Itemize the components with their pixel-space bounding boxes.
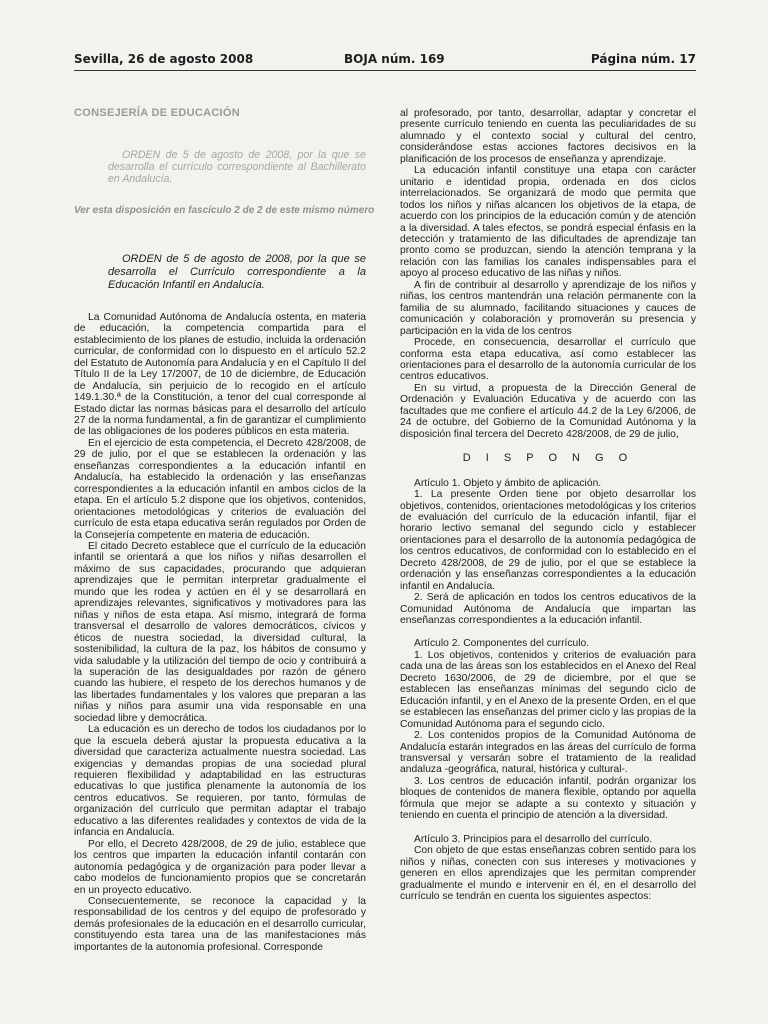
paragraph: La educación es un derecho de todos los ciudadanos por lo que la escuela deberá ajustar la propuesta educativa a la diversidad que caracteriza actualmente nuestra sociedad. Las exigencias y demandas propias de una sociedad plural requieren flexibilidad y adaptabilidad en las estructuras educativas lo que justifica plenamente la autonomía de los centros educativos. Se requieren, por tanto, fórmulas de organización del currículo que permitan adaptar el trabajo educativo a las diferentes realidades y contextos de vida de la infancia en Andalucía. <box>74 724 366 839</box>
article-3-title: Artículo 3. Principios para el desarrollo del currículo. <box>414 833 653 845</box>
article-2-title: Artículo 2. Componentes del currículo. <box>414 638 590 650</box>
paragraph: En su virtud, a propuesta de la Dirección General de Ordenación y Evaluación Educativa y de acuerdo con las facultades que me confiere el artículo 44.2 de la Ley 6/2006, de 24 de octubre, del Gobierno de la Comunidad Autónoma y la disposición final tercera del Decreto 428/2008, de 29 de julio, <box>400 382 696 440</box>
article-2-paragraph-3: 3. Los centros de educación infantil, podrán organizar los bloques de contenidos de manera flexible, optando por aquella fórmula que mejor se adapte a su contexto y situación y teniendo en cuenta el principio de atención a la diversidad. <box>400 775 696 822</box>
header-date: Sevilla, 26 de agosto 2008 <box>74 52 254 66</box>
paragraph: La Comunidad Autónoma de Andalucía ostenta, en materia de educación, la competencia compartida para el establecimiento de los planes de estudio, incluida la ordenación curricular, de conformidad con lo dispuesto en el artículo 52.2 del Estatuto de Autonomía para Andalucía y en el Capítulo II del Título II de la Ley 17/2007, de 10 de diciembre, de Educación de Andalucía, sin perjuicio de lo recogido en el artículo 149.1.30.ª de la Constitución, a tenor del cual corresponde al Estado dictar las normas básicas para el desarrollo del artículo 27 de la norma fundamental, a fin de garantizar el cumplimiento de las obligaciones de los poderes públicos en esta materia. <box>74 311 366 438</box>
header-bulletin-number: BOJA núm. 169 <box>344 52 445 66</box>
paragraph: Procede, en consecuencia, desarrollar el currículo que conforma esta etapa educativa, así como establecer las orientaciones para el desarrollo de la autonomía curricular de los centros educativos. <box>400 337 696 383</box>
department-heading: CONSEJERÍA DE EDUCACIÓN <box>74 107 241 119</box>
infantil-order-title: ORDEN de 5 de agosto de 2008, por la que se desarrolla el Currículo correspondiente a la Educación Infantil en Andalucía. <box>108 252 366 291</box>
page-header <box>74 52 696 68</box>
dispongo-heading: D I S P O N G O <box>462 452 634 465</box>
article-1-paragraph-1: 1. La presente Orden tiene por objeto desarrollar los objetivos, contenidos, orientaciones metodológicas y los criterios de evaluación del currículo de la educación infantil, fijar el horario lectivo semanal del segundo ciclo y establecer orientaciones para el desarrollo de la autonomía pedagógica de los centros educativos, de conformidad con lo establecido en el Decreto 428/2008, de 29 de julio, por el que se establece la ordenación y las enseñanzas correspondientes a la educación infantil en Andalucía. <box>400 489 696 592</box>
left-column <box>74 107 375 953</box>
paragraph: A fin de contribuir al desarrollo y aprendizaje de los niños y niñas, los centros mantendrán una relación permanente con la familia de su alumnado, facilitando situaciones y cauces de comunicación y colaboración y promoverán su presencia y participación en la vida de los centros <box>400 279 696 337</box>
article-1-title: Artículo 1. Objeto y ámbito de aplicación. <box>414 477 602 489</box>
bachillerato-order-title: ORDEN de 5 de agosto de 2008, por la que se desarrolla el currículo correspondiente al Bachillerato en Andalucía. <box>108 149 366 186</box>
see-note: Ver esta disposición en fascículo 2 de 2 de este mismo número <box>74 205 375 217</box>
right-column <box>400 108 696 902</box>
paragraph: El citado Decreto establece que el currículo de la educación infantil se orientará a que los niños y niñas desarrollen el máximo de sus capacidades, procurando que adquieran aprendizajes que le permitan interpretar gradualmente el mundo que les rodea y actúen en él y se desarrollará en aprendizajes relevantes, significativos y motivadores para las niñas y niños de esta etapa. Así mismo, integrará de forma transversal el desarrollo de valores democráticos, cívicos y éticos de nuestra sociedad, la diversidad cultural, la sostenibilidad, la cultura de la paz, los hábitos de consumo y vida saludable y la utilización del tiempo de ocio y contribuirá a la superación de las desigualdades por razón de género cuando las hubiere, el respeto de los derechos humanos y de las libertades fundamentales y los valores que preparan a las niñas y niños para asumir una vida responsable en una sociedad libre y democrática. <box>74 540 366 724</box>
article-2-paragraph-2: 2. Los contenidos propios de la Comunidad Autónoma de Andalucía estarán integrados en las áreas del currículo de forma transversal y versarán sobre el tratamiento de la realidad andaluza -geográfica, natural, histórica y cultural-. <box>400 730 696 776</box>
header-page-number: Página núm. 17 <box>590 52 696 66</box>
paragraph: al profesorado, por tanto, desarrollar, adaptar y concretar el presente currículo teniendo en cuenta las peculiaridades de su alumnado y el contexto social y cultural del centro, considerándose estas acciones factores decisivos en la planificación de los procesos de enseñanza y aprendizaje. <box>400 108 696 165</box>
paragraph: Por ello, el Decreto 428/2008, de 29 de julio, establece que los centros que imparten la educación infantil contarán con autonomía pedagógica y de organización para poder llevar a cabo modelos de funcionamiento propios que se concretarán en un proyecto educativo. <box>74 838 366 896</box>
header-rule <box>74 70 696 71</box>
paragraph: La educación infantil constituye una etapa con carácter unitario e identidad propia, ordenada en dos ciclos interrelacionados. Se organizará de modo que permita que todos los niños y niñas alcancen los objetivos de la etapa, de acuerdo con los principios de la educación común y de atención a la diversidad. A tales efectos, se pondrá especial énfasis en la detección y tratamiento de las dificultades de aprendizaje tan pronto como se produzcan, siendo la atención temprana y la relación con las familias los canales indispensables para el apoyo al proceso educativo de las niñas y niños. <box>400 165 696 280</box>
paragraph: Consecuentemente, se reconoce la capacidad y la responsabilidad de los centros y del equipo de profesorado y demás profesionales de la educación en el desarrollo curricular, constituyendo esta tarea una de las manifestaciones más importantes de la autonomía profesional. Corresponde <box>74 896 366 953</box>
article-2-paragraph-1: 1. Los objetivos, contenidos y criterios de evaluación para cada una de las áreas son los establecidos en el Anexo del Real Decreto 1630/2006, de 29 de diciembre, por el que se establecen las enseñanzas mínimas del segundo ciclo de Educación infantil, y en el Anexo de la presente Orden, en el que se establecen las enseñanzas del primer ciclo y las propias de la Comunidad Autónoma para el segundo ciclo. <box>400 649 696 730</box>
paragraph: En el ejercicio de esta competencia, el Decreto 428/2008, de 29 de julio, por el que se establecen la ordenación y las enseñanzas correspondientes a la educación infantil en Andalucía, ha establecido la ordenación y las enseñanzas correspondientes a la educación infantil en ambos ciclos de la etapa. En el artículo 5.2 dispone que los objetivos, contenidos, orientaciones metodológicas y criterios de evaluación del currículo de esta etapa educativa serán regulados por Orden de la Consejería competente en materia de educación. <box>74 437 366 541</box>
article-1-paragraph-2: 2. Será de aplicación en todos los centros educativos de la Comunidad Autónoma de Andalucía que impartan las enseñanzas correspondientes a la educación infantil. <box>400 592 696 627</box>
article-3-paragraph-1: Con objeto de que estas enseñanzas cobren sentido para los niños y niñas, conecten con sus intereses y motivaciones y generen en ellos aprendizajes que les permitan comprender gradualmente el mundo e intervenir en él, en el desarrollo del currículo se tendrán en cuenta los siguientes aspectos: <box>400 845 696 902</box>
